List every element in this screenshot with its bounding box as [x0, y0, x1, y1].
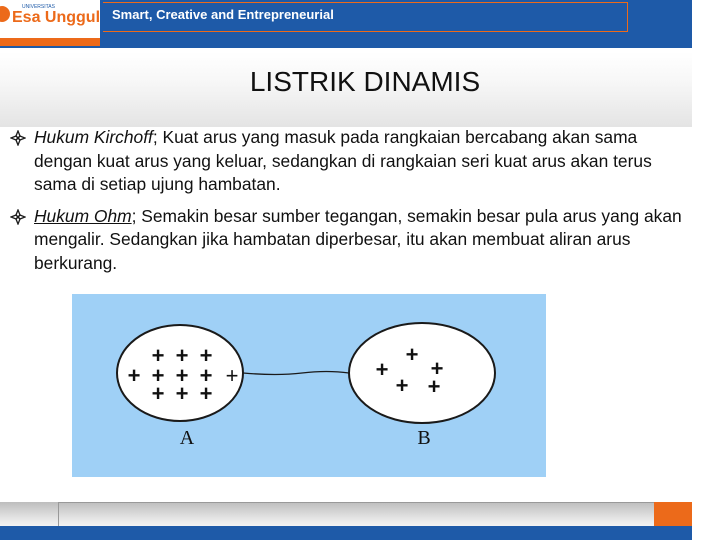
diamond-bullet-icon — [10, 209, 26, 225]
plus-sign: + — [427, 374, 441, 399]
plus-sign: + — [199, 381, 213, 406]
plus-sign: + — [430, 356, 444, 381]
plus-sign: + — [151, 363, 165, 388]
tagline: Smart, Creative and Entrepreneurial — [112, 7, 334, 22]
plus-sign: + — [199, 363, 213, 388]
footer-orange-block — [654, 502, 692, 526]
diamond-bullet-icon — [10, 130, 26, 146]
term-kirchoff: Hukum Kirchoff — [34, 127, 153, 147]
plus-sign: + — [175, 343, 189, 368]
plus-sign: + — [151, 343, 165, 368]
bullet-list — [10, 126, 690, 283]
logo-small-text: UNIVERSITAS — [22, 4, 55, 10]
logo-name: Esa Unggul — [12, 9, 101, 26]
plus-sign: + — [175, 363, 189, 388]
plus-sign: + — [405, 342, 419, 367]
right-margin — [692, 48, 720, 498]
university-logo — [0, 0, 100, 38]
logo-emblem-icon — [0, 6, 10, 22]
label-a: A — [179, 427, 195, 449]
slide-title: LISTRIK DINAMIS — [249, 66, 481, 97]
bullet-text-ohm: ; Semakin besar sumber tegangan, semakin besar pula arus yang akan mengalir. Sedangkan jika hambatan diperbesar, itu akan membuat aliran arus berkurang. — [34, 205, 682, 273]
term-ohm: Hukum Ohm — [34, 205, 132, 226]
logo-accent-bar — [0, 38, 100, 46]
footer-outline — [58, 502, 655, 527]
bullet-kirchoff — [10, 126, 690, 197]
plus-sign: + — [199, 343, 213, 368]
plus-sign: + — [225, 363, 239, 388]
plus-sign: + — [175, 381, 189, 406]
plus-sign: + — [375, 357, 389, 382]
plus-sign: + — [151, 381, 165, 406]
plus-sign: + — [395, 373, 409, 398]
sphere-b — [349, 323, 495, 423]
charge-diagram — [72, 294, 546, 477]
label-b: B — [417, 427, 431, 449]
footer-blue-bar — [0, 526, 692, 540]
bullet-ohm — [10, 205, 690, 276]
bullet-text-kirchoff: ; Kuat arus yang masuk pada rangkaian bercabang akan sama dengan kuat arus yang keluar, sedangkan di rangkaian seri kuat arus akan terus sama di setiap ujung hambatan. — [34, 127, 652, 194]
plus-sign: + — [127, 363, 141, 388]
